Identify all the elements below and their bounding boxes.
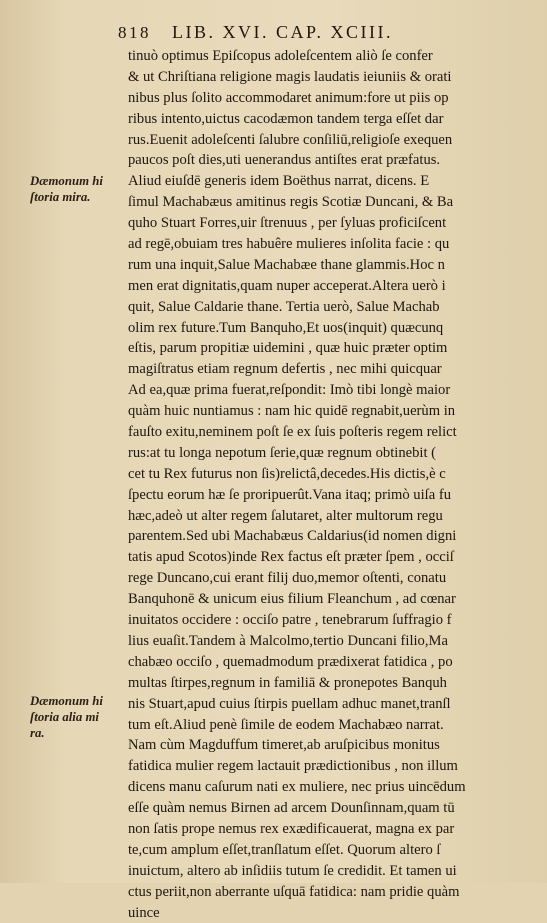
text-line: cet tu Rex futurus non ſis)relictâ,decedes.His dictis,è c [128,465,446,482]
text-line: eſſe quàm nemus Birnen ad arcem Dounſinnam,quam tū [128,800,455,817]
margin-note-line: ſtoria mira. [30,190,91,204]
text-line: nis Stuart,apud cuius ſtirpis puellam adhuc manet,tranſl [128,695,451,712]
body-text [128,46,547,923]
text-line: ad regē,obuiam tres habuêre mulieres inſolita facie : qu [128,236,450,253]
margin-note [30,693,130,741]
text-line: te,cum amplum eſſet,tranſlatum eſſet. Quorum altero ſ [128,841,441,858]
text-line: dicens manu caſurum nati ex muliere, nec prius uincēdum [128,779,466,796]
text-line: rus:at tu longa nepotum ſerie,quæ regnum obtinebit ( [128,444,437,461]
text-line: chabæo occiſo , quemadmodum prædixerat fatidica , po [128,653,453,670]
text-line: uince [128,904,160,921]
text-line: ſpectu eorum hæ ſe proripuerût.Vana itaq; primò uiſa fu [128,486,452,503]
margin-note-line: Dæmonum hi [30,174,103,188]
text-line: men erat dignitatis,quam nuper acceperat.Altera uerò i [128,277,446,294]
text-line: quho Stuart Forres,uir ſtrenuus , per ſyluas proficiſcent [128,215,447,232]
page-number: 818 [118,23,151,42]
text-line: fatidica mulier regem lactauit prædictionibus , non illum [128,758,458,775]
text-line: ſimul Machabæus amitinus regis Scotiæ Duncani, & Ba [128,194,454,211]
margin-note [30,173,130,205]
margin-note-line: Dæmonum hi [30,694,103,708]
text-line: Aliud eiuſdē generis idem Boëthus narrat, dicens. E [128,173,430,190]
text-line: eſtis, parum propitiæ uidemini , quæ huic præter optim [128,340,448,357]
running-header [118,22,541,43]
text-line: Ad ea,quæ prima fuerat,reſpondit: Imò tibi longè maior [128,382,451,399]
running-title: LIB. XVI. CAP. XCIII. [172,22,393,42]
text-line: fauſto exitu,neminem poſt ſe ex ſuis poſteris regem relict [128,424,457,441]
text-line: inuitatos occidere : occiſo patre , tenebrarum ſuffragio f [128,612,452,629]
text-line: multas ſtirpes,regnum in familiā & pronepotes Banquh [128,674,447,691]
margin-note-line: ſtoria alia mi [30,710,99,724]
text-line: rege Duncano,cui erant filij duo,memor oſtenti, conatu [128,570,447,587]
text-line: Banquhonē & unicum eius filium Fleanchum , ad cœnar [128,591,456,608]
text-line: tum eſt.Aliud penè ſimile de eodem Machabæo narrat. [128,716,444,733]
text-line: rum una inquit,Salue Machabæe thane glammis.Hoc n [128,256,445,273]
text-line: non ſatis prope nemus rex exædificauerat, magna ex par [128,820,455,837]
text-line: Nam cùm Magduffum timeret,ab aruſpicibus monitus [128,737,440,754]
text-line: tatis apud Scotos)inde Rex factus eſt præter ſpem , occiſ [128,549,454,566]
text-line: inuictum, altero ab inſidiis tutum ſe credidit. Et tamen ui [128,862,457,879]
text-line: magiſtratus etiam regnum defertis , nec mihi quicquar [128,361,442,378]
text-line: parentem.Sed ubi Machabæus Caldarius(id nomen digni [128,528,457,545]
margin-note-line: ra. [30,726,45,740]
text-line: rus.Euenit adoleſcenti ſalubre conſiliū,religioſe exequen [128,131,453,148]
text-line: nibus plus ſolito accommodaret animum:fore ut piis op [128,89,449,106]
text-line: & ut Chriſtiana religione magis laudatis ieiuniis & orati [128,68,452,85]
text-line: hæc,adeò ut alter regem ſalutaret, alter multorum regu [128,507,443,524]
text-line: lius euaſit.Tandem à Malcolmo,tertio Duncani filio,Ma [128,632,448,649]
text-line: olim rex future.Tum Banquho,Et uos(inquit) quæcunq [128,319,444,336]
text-line: quit, Salue Caldarie thane. Tertia uerò, Salue Machab [128,298,440,315]
text-line: tinuò optimus Epiſcopus adoleſcentem aliò ſe confer [128,48,433,64]
text-line: ctus periit,non aberrante uſquā fatidica: nam pridie quàm [128,883,460,900]
text-line: ribus intento,uictus cacodæmon tandem terga eſſet dar [128,110,444,127]
text-line: paucos poſt dies,uti uenerandus antiſtes erat præfatus. [128,152,441,169]
text-line: quàm huic nuntiamus : nam hic quidē regnabit,uerùm in [128,403,456,420]
